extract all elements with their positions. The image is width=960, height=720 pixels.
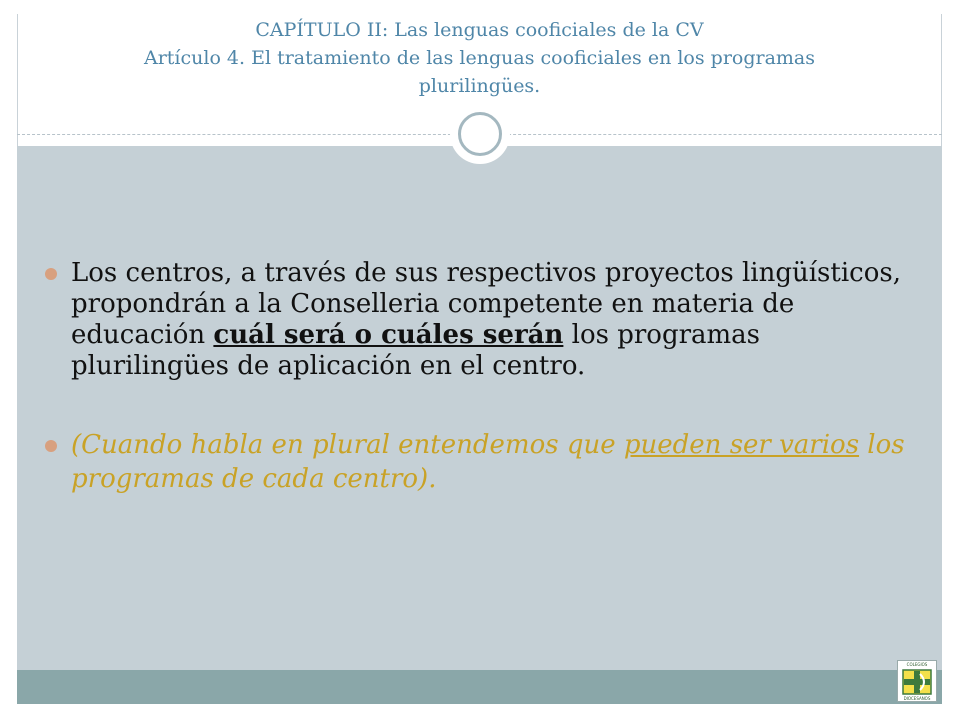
bullet-dot-icon [45,440,57,452]
bullet-main [45,258,925,382]
bullet-note [45,428,925,496]
bullet-dot-icon [45,268,57,280]
bullet-main-emphasis: cuál será o cuáles serán [213,320,564,350]
chapter-title: CAPÍTULO II: Las lenguas cooficiales de la CV [255,19,704,41]
footer-band [17,670,942,704]
logo-bottom-text: DIOCESANOS [903,696,931,701]
bullet-note-text-start: (Cuando habla en plural entendemos que [71,430,624,460]
bullet-main-text-end: los programas plurilingües de aplicación en el centro. [71,320,761,381]
bullet-note-emphasis: pueden ser varios [623,430,860,460]
logo-top-text: COLEGIOS [906,662,928,667]
school-logo [897,660,937,702]
article-title-line2: plurilingües. [418,75,541,97]
article-title-line1: Artículo 4. El tratamiento de las lenguas cooficiales en los programas [143,47,816,69]
bullet-list [45,258,925,496]
bullet-main-text-start: Los centros, a través de sus respectivos proyectos lingüísticos, propondrán a la Conselleria competente en materia de educación [71,258,901,350]
circle-icon [458,112,502,156]
bullet-note-text-end: los programas de cada centro). [71,430,905,494]
logo-emblem-icon [902,669,932,695]
